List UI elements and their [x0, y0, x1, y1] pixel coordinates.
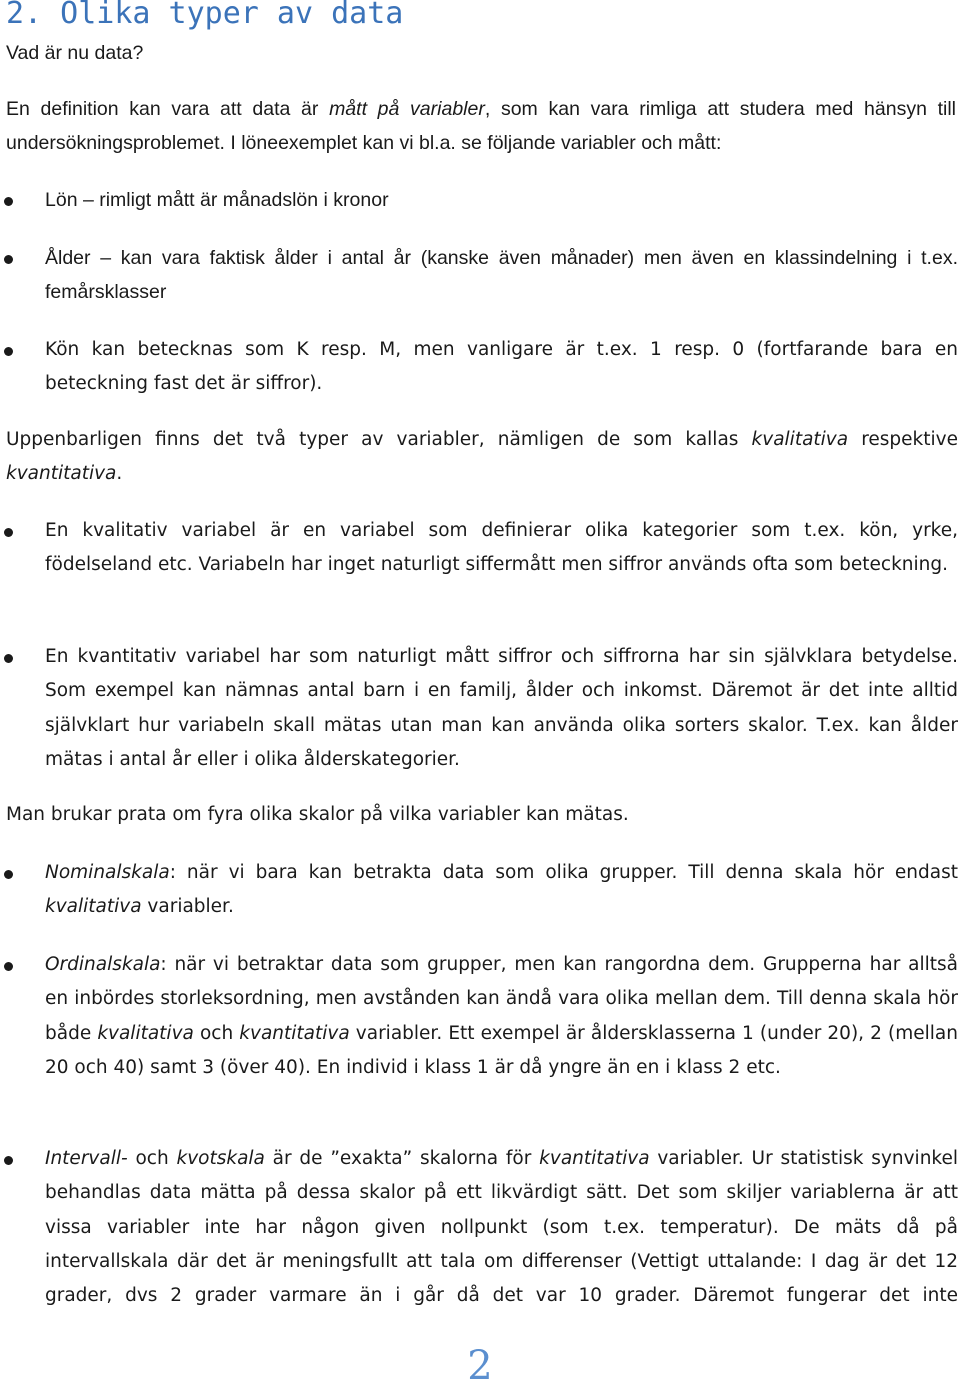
bullet-icon — [4, 197, 13, 206]
subheading: Vad är nu data? — [6, 42, 144, 64]
list-item-text: En kvalitativ variabel är en variabel som definierar olika kategorier som t.ex. kön, yrke, födelseland etc. Variabeln har inget naturligt siffermått men siffror används ofta som beteckning. — [45, 520, 958, 576]
interval-text-b: är de ”exakta” skalorna för — [264, 1148, 540, 1169]
list-item-text: En kvantitativ variabel har som naturligt mått siffror och siffrorna har sin självklara betydelse. Som exempel kan nämnas antal barn i en familj, ålder och inkomst. Däremot är det inte alltid självklart hur variabeln skall mätas utan man kan använda olika sorters skalor. T.ex. kan ålder mätas i antal år eller i olika ålderskategorier. — [45, 646, 958, 770]
scales-intro: Man brukar prata om fyra olika skalor på vilka variabler kan mätas. — [6, 804, 629, 825]
ordinal-italic-kvalitativa: kvalitativa — [97, 1022, 194, 1044]
types-italic-kvalitativa: kvalitativa — [751, 429, 849, 450]
list-item-text — [45, 856, 958, 925]
page-number: 2 — [467, 1343, 493, 1389]
bullet-icon — [4, 962, 13, 971]
nominal-text-a: : när vi bara kan betrakta data som olika grupper. Till denna skala hör endast — [169, 862, 958, 883]
bullet-icon — [4, 347, 13, 356]
bullet-icon — [4, 870, 13, 879]
intro-text-2: , som kan vara rimliga att studera med hänsyn till undersökningsproblemet. I löneexemplet kan vi bl.a. se följande variabler och mått: — [6, 98, 957, 154]
types-text-e: . — [116, 463, 123, 485]
ordinal-italic-kvantitativa: kvantitativa — [239, 1022, 350, 1044]
list-item-text: Lön – rimligt mått är månadslön i kronor — [45, 189, 389, 211]
interval-text-d: variabler. Ur statistisk synvinkel behandlas data mätta på dessa skalor på ett likvärdigt sätt. Det som skiljer variablerna är att vissa variabler inte har någon given nollpunkt (som t.ex. temperatur). De mäts då på intervallskala där det är meningsfullt att tala om differenser (Vettigt uttalande: I dag är det 12 grader, dvs 2 grader varmare än i går då det var 10 grader. Däremot fungerar det inte — [45, 1148, 958, 1307]
bullet-icon — [4, 528, 13, 537]
types-text-a: Uppenbarligen finns det två typer av variabler, nämligen de som kallas — [6, 429, 752, 450]
types-paragraph — [6, 423, 958, 492]
list-item-text — [45, 1142, 958, 1313]
term-ordinalskala: Ordinalskala — [45, 954, 161, 975]
nominal-text-c: variabler. — [141, 896, 234, 918]
intro-italic: mått på variabler — [329, 98, 485, 120]
term-nominalskala: Nominalskala — [45, 862, 170, 883]
term-intervall: Intervall- — [45, 1148, 128, 1169]
intro-text-1: En definition kan vara att data är — [6, 98, 330, 120]
interval-italic-kvantitativa: kvantitativa — [539, 1148, 650, 1169]
ordinal-text-c: och — [193, 1022, 240, 1044]
bullet-icon — [4, 1156, 13, 1165]
types-italic-kvantitativa: kvantitativa — [6, 463, 117, 485]
nominal-italic: kvalitativa — [45, 896, 142, 918]
ordinal-text-e: variabler. Ett exempel är åldersklasserna 1 (under 20), 2 (mellan 20 och 40) samt 3 (över 40). En individ i klass 1 är då yngre än en i klass 2 etc. — [45, 1022, 958, 1078]
section-heading: 2. Olika typer av data — [6, 0, 404, 31]
list-item-text: Kön kan betecknas som K resp. M, men vanligare är t.ex. 1 resp. 0 (fortfarande bara en beteckning fast det är siffror). — [45, 339, 958, 395]
interval-text-a: och — [127, 1148, 177, 1169]
term-kvotskala: kvotskala — [176, 1148, 265, 1169]
intro-paragraph — [6, 92, 956, 160]
list-item-text — [45, 948, 958, 1085]
ordinal-text-a: : när vi betraktar data som grupper, men kan rangordna dem. Grupperna har alltså en inbördes storleksordning, men avstånden kan ändå vara olika mellan dem. Till denna skala hör både — [45, 954, 958, 1044]
list-item-text: Ålder – kan vara faktisk ålder i antal år (kanske även månader) men även en klassindelning i t.ex. femårsklasser — [45, 247, 958, 303]
bullet-icon — [4, 255, 13, 264]
types-text-c: respektive — [848, 429, 958, 450]
bullet-icon — [4, 654, 13, 663]
